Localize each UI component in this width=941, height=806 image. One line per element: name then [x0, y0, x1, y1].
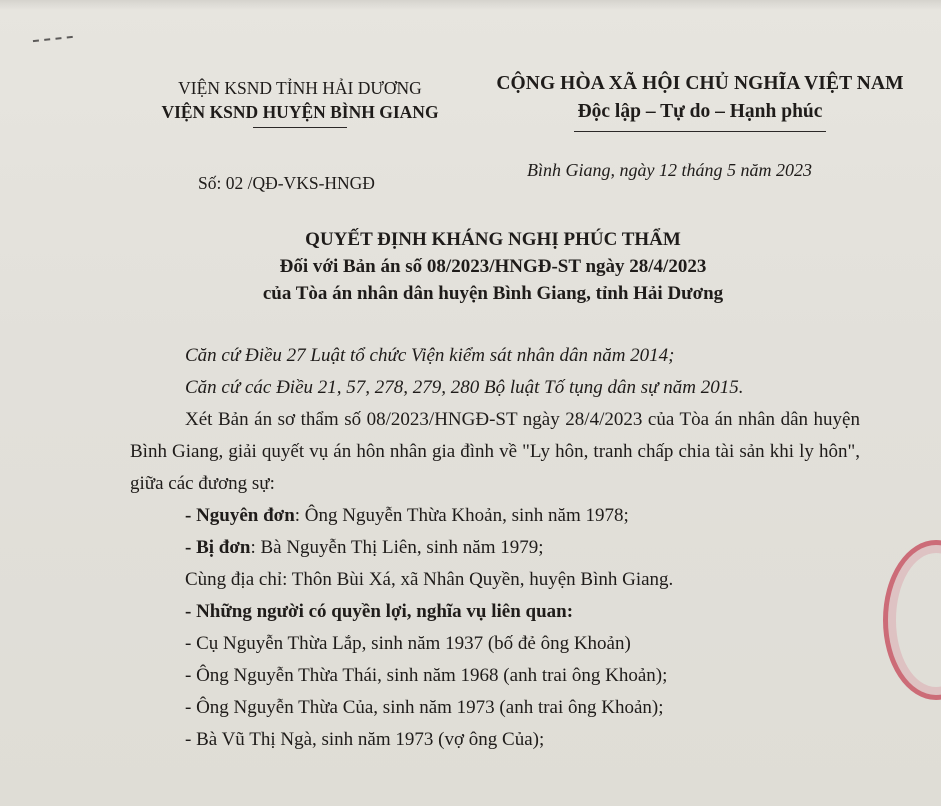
case-review-intro: Xét Bản án sơ thẩm số 08/2023/HNGĐ-ST ngày 28/4/2023 của Tòa án nhân dân huyện Bình Giang, giải quyết vụ án hôn nhân gia đình về "Ly hôn, tranh chấp chia tài sản khi ly hôn", giữa các đương sự:	[130, 409, 860, 494]
related-person-1: - Cụ Nguyễn Thừa Lắp, sinh năm 1937 (bố đẻ ông Khoản)	[185, 633, 631, 654]
document-number: Số: 02 /QĐ-VKS-HNGĐ	[198, 173, 375, 193]
document-date: Bình Giang, ngày 12 tháng 5 năm 2023	[527, 160, 812, 180]
agency-underline	[253, 127, 347, 128]
document-body	[130, 340, 860, 756]
related-person-2: - Ông Nguyễn Thừa Thái, sinh năm 1968 (anh trai ông Khoản);	[185, 665, 668, 686]
agency-line-2: VIỆN KSND HUYỆN BÌNH GIANG	[161, 102, 439, 122]
pen-mark	[33, 36, 73, 45]
shared-address: Cùng địa chỉ: Thôn Bùi Xá, xã Nhân Quyền, huyện Bình Giang.	[185, 569, 674, 590]
plaintiff-line	[130, 500, 860, 532]
defendant-label: - Bị đơn	[185, 537, 251, 558]
plaintiff-label: - Nguyên đơn	[185, 505, 295, 526]
national-header	[470, 70, 930, 132]
document-subtitle-1: Đối với Bản án số 08/2023/HNGĐ-ST ngày 28/4/2023	[279, 256, 707, 277]
legal-basis-1: Căn cứ Điều 27 Luật tổ chức Viện kiểm sát nhân dân năm 2014;	[185, 345, 675, 366]
red-seal-stamp	[883, 540, 941, 700]
related-person-4: - Bà Vũ Thị Ngà, sinh năm 1973 (vợ ông Của);	[185, 729, 545, 750]
document-title-block	[130, 226, 856, 307]
national-title: CỘNG HÒA XÃ HỘI CHỦ NGHĨA VIỆT NAM	[496, 73, 904, 94]
document-subtitle-2: của Tòa án nhân dân huyện Bình Giang, tỉnh Hải Dương	[262, 283, 724, 304]
plaintiff-text: : Ông Nguyễn Thừa Khoản, sinh năm 1978;	[294, 505, 629, 526]
issuing-agency-header	[150, 76, 450, 128]
defendant-line	[130, 532, 860, 564]
page-top-shadow	[0, 0, 941, 10]
defendant-text: : Bà Nguyễn Thị Liên, sinh năm 1979;	[250, 537, 544, 558]
related-person-3: - Ông Nguyễn Thừa Của, sinh năm 1973 (anh trai ông Khoản);	[185, 697, 664, 718]
legal-basis-2: Căn cứ các Điều 21, 57, 278, 279, 280 Bộ luật Tố tụng dân sự năm 2015.	[185, 377, 744, 398]
national-motto: Độc lập – Tự do – Hạnh phúc	[577, 101, 823, 122]
motto-underline	[574, 131, 826, 132]
related-parties-label: - Những người có quyền lợi, nghĩa vụ liên quan:	[185, 601, 574, 622]
document-title: QUYẾT ĐỊNH KHÁNG NGHỊ PHÚC THẨM	[305, 229, 681, 250]
agency-line-1: VIỆN KSND TỈNH HẢI DƯƠNG	[178, 78, 422, 98]
